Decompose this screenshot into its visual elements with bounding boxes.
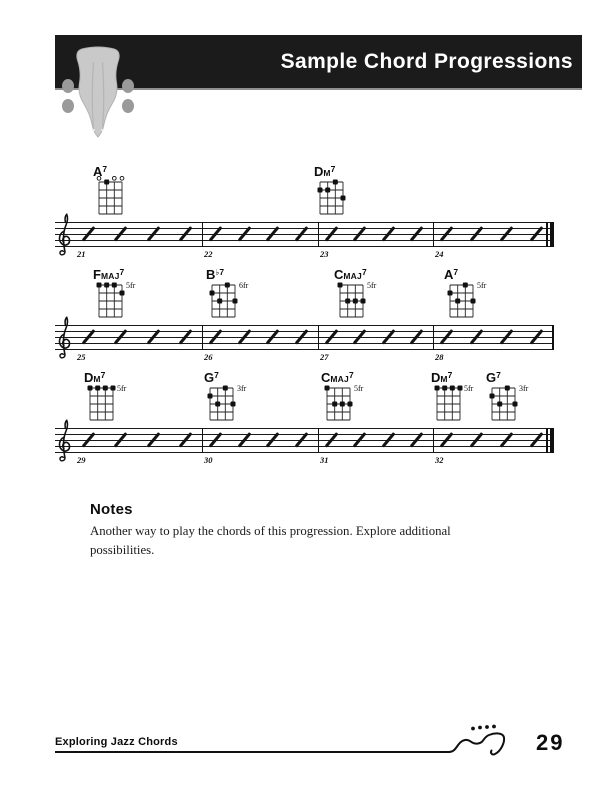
chord-diagram: [448, 279, 475, 319]
measure-number: 31: [320, 455, 329, 465]
staff-line: [55, 446, 553, 447]
barline: [433, 222, 434, 247]
barline: [202, 325, 203, 350]
chord-diagram: [435, 382, 462, 422]
staff-line: [55, 246, 553, 247]
staff-line: [55, 222, 553, 223]
staff-system-1: [55, 163, 565, 284]
measure-number: 30: [204, 455, 213, 465]
chord-root: D: [84, 370, 94, 385]
treble-clef-icon: [54, 315, 76, 361]
measure-number: 22: [204, 249, 213, 259]
chord-diagram: [97, 279, 124, 319]
fret-position-label: 5fr: [354, 384, 364, 393]
final-barline-thick: [550, 222, 554, 247]
measure-number: 21: [77, 249, 86, 259]
barline: [318, 428, 319, 453]
chord-extension: 7: [100, 369, 106, 380]
barline: [433, 325, 434, 350]
ukulele-flourish-icon: [425, 720, 515, 770]
chord-extension: 7: [496, 369, 501, 380]
barline: [202, 428, 203, 453]
barline: [433, 428, 434, 453]
chord-root: B: [206, 267, 216, 282]
chord-diagram: [88, 382, 115, 422]
staff-line: [55, 325, 553, 326]
chord-root: D: [431, 370, 441, 385]
footer-rule: [55, 751, 427, 753]
chord-diagram: [325, 382, 352, 422]
chord-extension: ♭7: [215, 266, 225, 277]
fret-position-label: 5fr: [126, 281, 136, 290]
chord-root: A: [444, 267, 454, 282]
measure-number: 29: [77, 455, 86, 465]
chord-root: G: [204, 370, 215, 385]
chord-root: A: [93, 164, 103, 179]
chord-extension: 7: [119, 266, 125, 277]
chord-extension: 7: [348, 369, 354, 380]
staff-system-3: [55, 369, 565, 490]
end-barline: [552, 325, 554, 350]
fret-position-label: 5fr: [464, 384, 474, 393]
barline: [318, 222, 319, 247]
fret-position-label: 3fr: [237, 384, 247, 393]
measure-number: 27: [320, 352, 329, 362]
chord-diagram: [490, 382, 517, 422]
chord-root: F: [93, 267, 101, 282]
chord-quality: MAJ: [100, 271, 120, 281]
fret-position-label: 6fr: [239, 281, 249, 290]
chord-quality: M: [440, 374, 448, 384]
measure-number: 32: [435, 455, 444, 465]
fret-position-label: 5fr: [367, 281, 377, 290]
chord-extension: 7: [447, 369, 453, 380]
chord-extension: 7: [214, 369, 219, 380]
measure-number: 23: [320, 249, 329, 259]
staff-line: [55, 349, 553, 350]
notes-heading: Notes: [90, 501, 133, 518]
treble-clef-icon: [54, 212, 76, 258]
final-barline-thin: [546, 222, 548, 247]
chord-extension: 7: [453, 266, 459, 277]
chord-root: C: [334, 267, 344, 282]
chord-diagram: [208, 382, 235, 422]
footer-book-title: Exploring Jazz Chords: [55, 736, 178, 748]
final-barline-thin: [546, 428, 548, 453]
chord-quality: MAJ: [343, 271, 362, 281]
measure-number: 25: [77, 352, 86, 362]
chord-quality: M: [323, 168, 331, 178]
final-barline-thick: [550, 428, 554, 453]
fret-position-label: 5fr: [117, 384, 127, 393]
notes-body: Another way to play the chords of this progression. Explore additional possibilities.: [90, 524, 451, 557]
page-title: Sample Chord Progressions: [280, 49, 573, 73]
chord-root: G: [486, 370, 497, 385]
chord-quality: MAJ: [330, 374, 349, 384]
staff-line: [55, 240, 553, 241]
chord-extension: 7: [102, 163, 108, 174]
staff-line: [55, 428, 553, 429]
treble-clef-icon: [54, 418, 76, 464]
chord-quality: M: [93, 374, 101, 384]
chord-diagram: [210, 279, 237, 319]
barline: [202, 222, 203, 247]
barline: [318, 325, 319, 350]
fret-position-label: 5fr: [477, 281, 487, 290]
staff-line: [55, 343, 553, 344]
chord-extension: 7: [361, 266, 367, 277]
chord-extension: 7: [330, 163, 336, 174]
chord-root: C: [321, 370, 331, 385]
fret-position-label: 3fr: [519, 384, 529, 393]
chord-diagram: [318, 176, 345, 216]
measure-number: 28: [435, 352, 444, 362]
chord-diagram: [97, 176, 124, 216]
chord-diagram: [338, 279, 365, 319]
measure-number: 24: [435, 249, 444, 259]
page-number: 29: [536, 730, 565, 755]
measure-number: 26: [204, 352, 213, 362]
chord-root: D: [314, 164, 324, 179]
staff-line: [55, 452, 553, 453]
